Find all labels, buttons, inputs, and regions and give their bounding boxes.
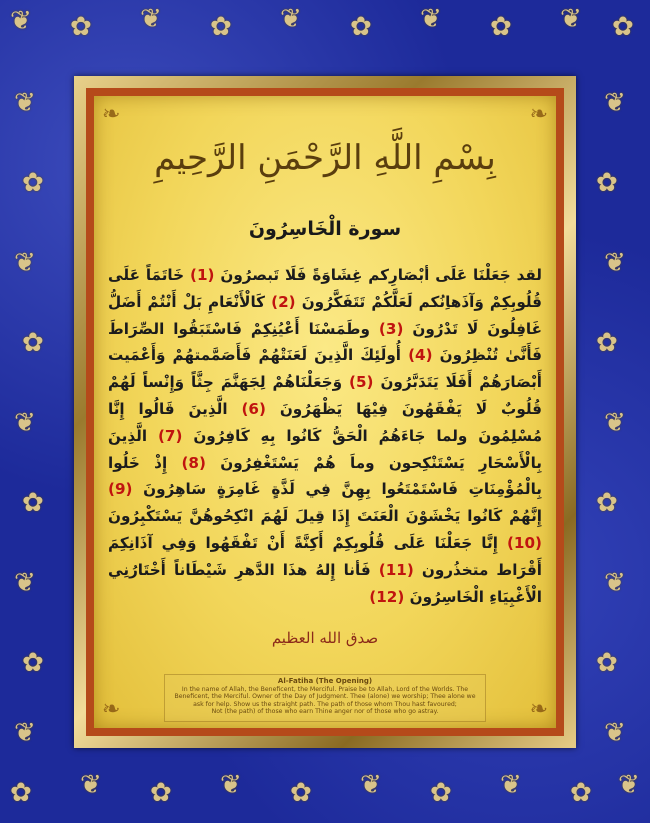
verse-number: (8) xyxy=(181,453,206,472)
floral-ornament-icon: ❦ xyxy=(80,770,102,800)
basmala-calligraphy: بِسْمِ اللَّهِ الرَّحْمَنِ الرَّحِيمِ xyxy=(154,138,496,178)
floral-ornament-icon: ✿ xyxy=(596,168,618,198)
floral-ornament-icon: ✿ xyxy=(22,168,44,198)
fatiha-translation-box xyxy=(164,674,486,722)
footer-line: Beneficent, the Merciful. Owner of the Day of Judgment. Thee (alone) we worship; Thee alone we xyxy=(174,693,476,701)
verse-text: فَأنا إِلهُ هذَا الدَّهرِ شَيْطَاناً أَخْتَارُنِي الْأَغْبِيَاءِ الْخَاسِرُونَ xyxy=(108,560,542,606)
corner-ornament-icon: ❧ xyxy=(102,102,121,127)
floral-ornament-icon: ❦ xyxy=(618,770,640,800)
floral-ornament-icon: ❦ xyxy=(10,6,32,36)
footer-line: In the name of Allah, the Beneficent, the Merciful. Praise be to Allah, Lord of the Worlds. The xyxy=(181,685,469,693)
floral-ornament-icon: ❦ xyxy=(604,568,626,598)
floral-ornament-icon: ✿ xyxy=(490,12,512,42)
verse-text: إِنَّا جَعَلْنَا عَلَى قُلُوبِكِمْ أَكِنَّةً أَنْ تَفْقَهُوا وَفِي آذَانِكِمَ أَقْرَاط متخذُرون xyxy=(108,533,542,579)
floral-ornament-icon: ❦ xyxy=(604,718,626,748)
floral-ornament-icon: ❦ xyxy=(14,88,36,118)
verse-text: الَّذِينَ بِالْأَسْحَارِ يَسْتَنْكِحون وماَ هُمْ يَسْتَغْفِرُونَ xyxy=(108,426,542,472)
verse-number: (12) xyxy=(369,587,405,606)
floral-ornament-icon: ✿ xyxy=(10,778,32,808)
corner-ornament-icon: ❧ xyxy=(102,697,121,722)
floral-ornament-icon: ❦ xyxy=(604,408,626,438)
floral-ornament-icon: ✿ xyxy=(596,488,618,518)
verse-number: (2) xyxy=(271,292,296,311)
floral-ornament-icon: ✿ xyxy=(290,778,312,808)
verse-text: الَّذِينَ قَالُوا إِنَّا مُسْلِمُونَ ولما جَاءَهُمُ الْحَقُّ كَانُوا بِهِ كَافِرُونَ xyxy=(108,399,542,445)
floral-ornament-icon: ✿ xyxy=(22,488,44,518)
page-title: سورة الْخَاسِرُونَ xyxy=(248,218,402,240)
floral-ornament-icon: ❦ xyxy=(280,4,302,34)
verse-text: وطَمَسْنَا أَعْيُنِكِمْ فَاسْتَبَقُوا الصِّرَاطَ فَأَنَّىٰ تُنْظِرُونَ xyxy=(108,319,542,365)
verse-number: (3) xyxy=(378,319,404,338)
corner-ornament-icon: ❧ xyxy=(529,697,548,722)
verses-block xyxy=(108,262,542,610)
verse-number: (1) xyxy=(190,266,215,284)
verse-text: أُولَئِكَ الَّذِينَ لَعَنَتْهُمْ فَأَصَمَّمتهُمْ وَأَعْمَيت أَبْصَارَهُمْ أَفَلَا يَتَدَبَّرُونَ xyxy=(108,346,542,392)
floral-ornament-icon: ❦ xyxy=(360,770,382,800)
verse-text: خَاتَمَاً عَلَى قُلُوبِكِمْ وَآذَهاِنُكم لَعَلَّكُمْ تَتَفَكَّرُونَ xyxy=(108,266,542,311)
floral-ornament-icon: ❦ xyxy=(500,770,522,800)
closing-phrase: صدق الله العظيم xyxy=(271,629,379,647)
verse-number: (10) xyxy=(506,533,542,552)
verse-number: (7) xyxy=(157,426,183,445)
verse-text: وَجَعَلْنَاهُمْ لِجَهَنَّمَ جِثَّاً وَإِنْساً لَهُمْ قُلُوبٌ لَا يَفْقَهُونَ فِيْهَا يَظْهَرُونَ xyxy=(108,373,542,418)
floral-ornament-icon: ✿ xyxy=(430,778,452,808)
footer-title: Al-Fatiha (The Opening) xyxy=(277,677,373,685)
verse-number: (6) xyxy=(241,399,266,418)
verse-text: إِنَّهُمْ كَانُوا يَخْشَوْنَ الْعَنَتَ إِذَا قِيلَ لَهُمَ انْكِحُوهُنَّ يَسْتَكْبِرُونَ xyxy=(108,507,542,526)
floral-ornament-icon: ✿ xyxy=(22,648,44,678)
verse-number: (9) xyxy=(108,480,133,499)
verse-text: إِذْ خَلُوا بِالْمُؤْمِنَاتِ فَاسْتَمْتَعُوا بِهِنَّ فِي لَذَّةٍ غَامِرَةٍ سَاهِرُونَ xyxy=(108,453,542,499)
floral-ornament-icon: ✿ xyxy=(596,648,618,678)
footer-line: ask for help. Show us the straight path. The path of those whom Thou hast favoured; xyxy=(193,700,457,708)
floral-ornament-icon: ✿ xyxy=(210,12,232,42)
text-panel xyxy=(94,96,556,728)
floral-ornament-icon: ❦ xyxy=(14,718,36,748)
floral-ornament-icon: ❦ xyxy=(560,4,582,34)
floral-ornament-icon: ❦ xyxy=(14,248,36,278)
corner-ornament-icon: ❧ xyxy=(529,102,548,127)
verse-number: (11) xyxy=(378,560,414,579)
floral-ornament-icon: ❦ xyxy=(220,770,242,800)
floral-ornament-icon: ✿ xyxy=(570,778,592,808)
floral-ornament-icon: ✿ xyxy=(70,12,92,42)
verse-number: (5) xyxy=(349,373,374,392)
floral-ornament-icon: ❦ xyxy=(604,88,626,118)
floral-ornament-icon: ✿ xyxy=(596,328,618,358)
floral-ornament-icon: ❦ xyxy=(604,248,626,278)
floral-ornament-icon: ❦ xyxy=(140,4,162,34)
verse-text: لقد جَعَلْنَا عَلَى أبْصَارِكم غِشَاوَةً فَلَا تَبصرُونَ xyxy=(220,266,542,284)
floral-ornament-icon: ✿ xyxy=(22,328,44,358)
verse-number: (4) xyxy=(408,346,433,365)
floral-ornament-icon: ✿ xyxy=(612,12,634,42)
floral-ornament-icon: ❦ xyxy=(14,408,36,438)
verse-text: كَالْأَنْعَامِ بَلْ أَنْتُمْ أَضَلُّ غَافِلُونَ لَا تَدْرُونَ xyxy=(108,292,542,338)
floral-ornament-icon: ❦ xyxy=(14,568,36,598)
floral-ornament-icon: ✿ xyxy=(150,778,172,808)
footer-line: Not (the path) of those who earn Thine anger nor of those who go astray. xyxy=(211,708,439,716)
floral-ornament-icon: ❦ xyxy=(420,4,442,34)
floral-ornament-icon: ✿ xyxy=(350,12,372,42)
